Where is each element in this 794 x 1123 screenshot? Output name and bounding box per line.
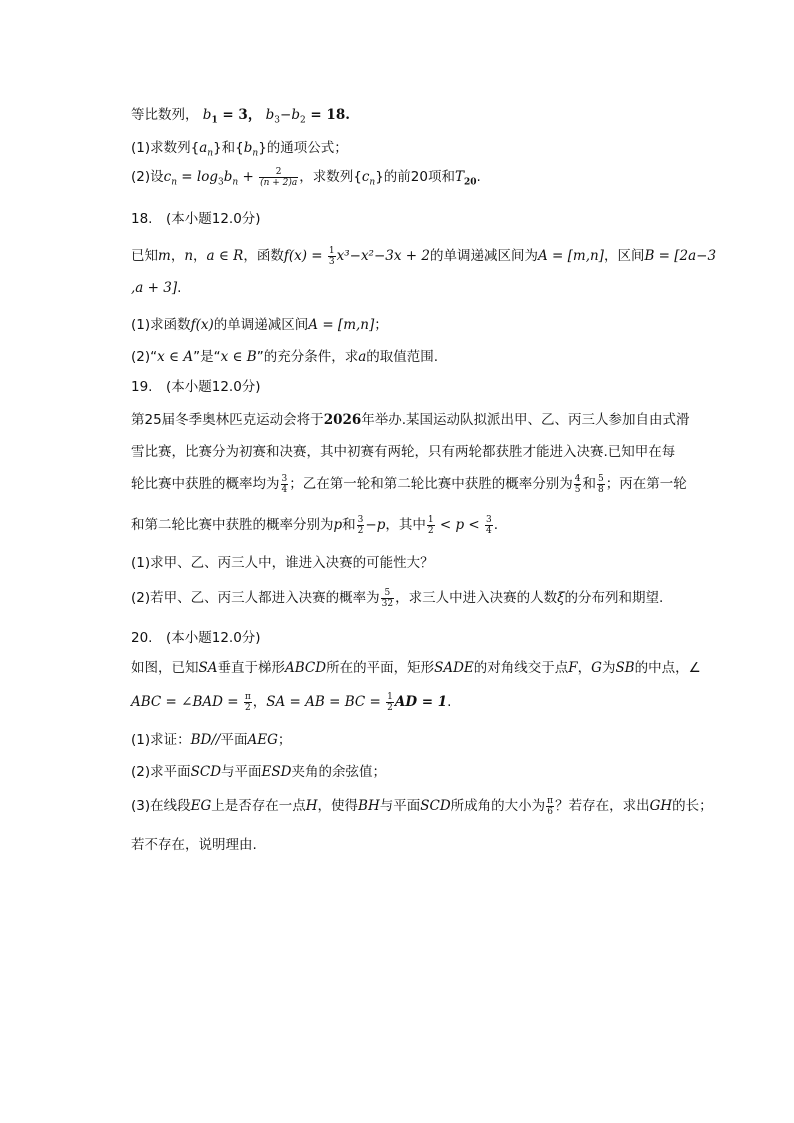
- math: p: [333, 517, 343, 533]
- math: H: [305, 798, 318, 814]
- text: 已知: [131, 248, 158, 264]
- text: 为: [601, 660, 616, 676]
- text: ，其中: [385, 517, 426, 533]
- math: < p <: [435, 517, 485, 533]
- problem20-line2: [131, 690, 451, 713]
- text: ；乙在第一轮和第二轮比赛中获胜的概率分别为: [289, 476, 573, 492]
- text: 垂直于梯形: [217, 660, 285, 676]
- question-20-header: [131, 626, 261, 646]
- math: a: [206, 248, 215, 264]
- text: 夹角的余弦值；: [291, 764, 386, 780]
- math: x ∈ A: [157, 349, 194, 365]
- text: }的前20项和: [375, 169, 455, 185]
- text: 的取值范围.: [366, 349, 439, 365]
- text: (2)“: [131, 349, 158, 365]
- text: 年举办.某国运动队拟派出甲、乙、丙三人参加自由式滑: [361, 412, 690, 428]
- math-op: −: [280, 107, 292, 123]
- math: −p: [365, 517, 386, 533]
- problem19-part2: [131, 586, 663, 609]
- math-T: T: [454, 169, 464, 185]
- problem19-line3: [131, 472, 687, 495]
- math: ABCD: [285, 660, 327, 676]
- text: 若不存在，说明理由.: [131, 837, 257, 853]
- text: 的对角线交于点: [473, 660, 569, 676]
- text: }和{: [213, 140, 244, 156]
- text: (3)在线段: [131, 798, 191, 814]
- text: 和第二轮比赛中获胜的概率分别为: [131, 517, 334, 533]
- text: 所在的平面，矩形: [326, 660, 435, 676]
- problem20-part1: [131, 728, 291, 748]
- math-b: b: [291, 107, 300, 123]
- question-label: 19. (本小题12.0分): [131, 379, 261, 395]
- problem20-part3-cont: [131, 833, 257, 853]
- text: 的单调递减区间为: [429, 248, 538, 264]
- text: (1)求数列{: [131, 140, 200, 156]
- math-op: +: [238, 169, 259, 185]
- math: SA: [198, 660, 218, 676]
- math: m: [158, 248, 171, 264]
- text: ，: [193, 248, 207, 264]
- math: ESD: [261, 764, 292, 780]
- fraction: $\frac{3}{4}$: [486, 514, 492, 536]
- math: BH: [358, 798, 380, 814]
- math: f(x) =: [283, 248, 327, 264]
- text: ，函数: [243, 248, 284, 264]
- question-label: 18. (本小题12.0分): [131, 211, 261, 227]
- math: SA = AB = BC =: [266, 694, 386, 710]
- math-eq: = 18.: [305, 107, 350, 123]
- text: .: [476, 169, 481, 185]
- text: 与平面: [221, 764, 262, 780]
- text: }的通项公式；: [258, 140, 348, 156]
- math-c: c: [361, 169, 370, 185]
- fraction: $\frac{4}{5}$: [574, 473, 581, 495]
- problem18-part2: [131, 345, 438, 365]
- text: 所成角的大小为: [450, 798, 546, 814]
- math: SB: [615, 660, 635, 676]
- fraction: $\frac{3}{4}$: [281, 473, 288, 495]
- math: ABC = ∠BAD =: [131, 694, 243, 710]
- question-19-header: [131, 375, 261, 395]
- text: 与平面: [379, 798, 421, 814]
- question-label: 20. (本小题12.0分): [131, 630, 261, 646]
- math: SADE: [434, 660, 474, 676]
- problem17-sequence-line: 等比数列， $b_1 = 3$， $b_3-b_2 = 18$.: [131, 107, 350, 126]
- problem19-line2: [131, 440, 675, 460]
- fraction: $\frac{2}{(n + 2)a}$: [260, 166, 298, 188]
- fraction: $\frac{1}{2}$: [387, 691, 393, 713]
- math-eq: = 3，: [217, 107, 262, 123]
- math: f(x): [190, 317, 214, 333]
- problem20-part3: [131, 794, 713, 817]
- fraction: $\frac{3}{2}$: [357, 514, 364, 536]
- text: ”是“: [193, 349, 221, 365]
- fraction: $\frac{\pi}{2}$: [244, 691, 251, 713]
- text: .: [493, 517, 499, 533]
- problem17-part2: (2)设$c_n = \log_3b_n$ + $\frac{2}{(n + 2)a}$ ，求数列$\{c_n\}$的前20项和$T_{20}$.: [131, 166, 481, 188]
- math-b: b: [223, 169, 233, 185]
- problem19-line4: [131, 513, 498, 536]
- text: 等比数列，: [131, 107, 199, 123]
- text: 的长；: [672, 798, 713, 814]
- fraction: $\frac{1}{3}$: [328, 245, 335, 267]
- math: F: [568, 660, 578, 676]
- fraction: $\frac{\pi}{6}$: [547, 795, 554, 817]
- math: B = [2a−3: [644, 248, 717, 264]
- math: BD//: [190, 732, 221, 748]
- math-op: ∈: [214, 248, 234, 264]
- question-18-header: [131, 207, 261, 227]
- text: 轮比赛中获胜的概率均为: [131, 476, 280, 492]
- math: x³−x²−3x + 2: [336, 248, 430, 264]
- text: ，区间: [603, 248, 645, 264]
- text: 雪比赛，比赛分为初赛和决赛，其中初赛有两轮，只有两轮都获胜才能进入决赛.已知甲在每: [131, 444, 676, 460]
- math: a: [358, 349, 367, 365]
- text: 的单调递减区间: [213, 317, 309, 333]
- text: ，: [252, 694, 267, 710]
- text: 的分布列和期望.: [564, 590, 664, 606]
- text: (2)设: [131, 169, 164, 185]
- math: GH: [649, 798, 673, 814]
- math: A = [m,n]: [537, 248, 604, 264]
- text: ；丙在第一轮: [605, 476, 687, 492]
- text: ，求三人中进入决赛的人数: [395, 590, 558, 606]
- problem19-line1: [131, 408, 690, 428]
- math-b: b: [243, 140, 253, 156]
- math: R: [233, 248, 244, 264]
- math: SCD: [190, 764, 222, 780]
- math: x ∈ B: [220, 349, 257, 365]
- text: 平面: [220, 732, 248, 748]
- text: ，求数列{: [299, 169, 362, 185]
- text: (2)求平面: [131, 764, 191, 780]
- text: ；: [277, 732, 292, 748]
- text: ，: [170, 248, 185, 264]
- math: n: [184, 248, 194, 264]
- fraction: $\frac{5}{8}$: [597, 473, 604, 495]
- math-b: b: [202, 107, 212, 123]
- math: AEG: [247, 732, 278, 748]
- text: .: [177, 280, 182, 296]
- math-a: a: [199, 140, 208, 156]
- math-log: = log: [176, 169, 218, 185]
- text: ，: [577, 660, 592, 676]
- text: ，使得: [317, 798, 359, 814]
- math: ξ: [557, 590, 565, 606]
- math: SCD: [420, 798, 451, 814]
- math: EG: [190, 798, 212, 814]
- problem20-part2: [131, 760, 386, 780]
- text: 如图，已知: [131, 660, 199, 676]
- fraction: $\frac{1}{2}$: [427, 514, 434, 536]
- text: 第25届冬季奥林匹克运动会将于: [131, 412, 324, 428]
- text: ”的充分条件，求: [256, 349, 359, 365]
- problem20-line1: [131, 656, 701, 676]
- text: 的中点，∠: [634, 660, 701, 676]
- problem17-part1: (1)求数列$\{a_n\}$和$\{b_n\}$的通项公式；: [131, 140, 348, 159]
- math-b: b: [265, 107, 275, 123]
- problem18-statement-cont: [131, 280, 181, 296]
- text: 和: [342, 517, 356, 533]
- year: 2026: [323, 412, 362, 428]
- text: (2)若甲、乙、丙三人都进入决赛的概率为: [131, 590, 380, 606]
- text: (1)求函数: [131, 317, 191, 333]
- math: A = [m,n]: [308, 317, 375, 333]
- text: ；: [374, 317, 388, 333]
- text: (1)求甲、乙、丙三人中，谁进入决赛的可能性大？: [131, 555, 434, 571]
- text: (1)求证：: [131, 732, 191, 748]
- text: .: [447, 694, 452, 710]
- problem19-part1: [131, 551, 434, 571]
- text: 和: [582, 476, 596, 492]
- fraction: $\frac{5}{32}$: [381, 587, 394, 609]
- math: AD = 1: [394, 694, 448, 710]
- math: G: [591, 660, 602, 676]
- problem18-part1: [131, 313, 388, 333]
- problem18-statement: [131, 244, 716, 267]
- text: ？若存在，求出: [555, 798, 650, 814]
- math: ,a + 3]: [131, 280, 178, 296]
- math-c: c: [163, 169, 172, 185]
- text: 上是否存在一点: [211, 798, 306, 814]
